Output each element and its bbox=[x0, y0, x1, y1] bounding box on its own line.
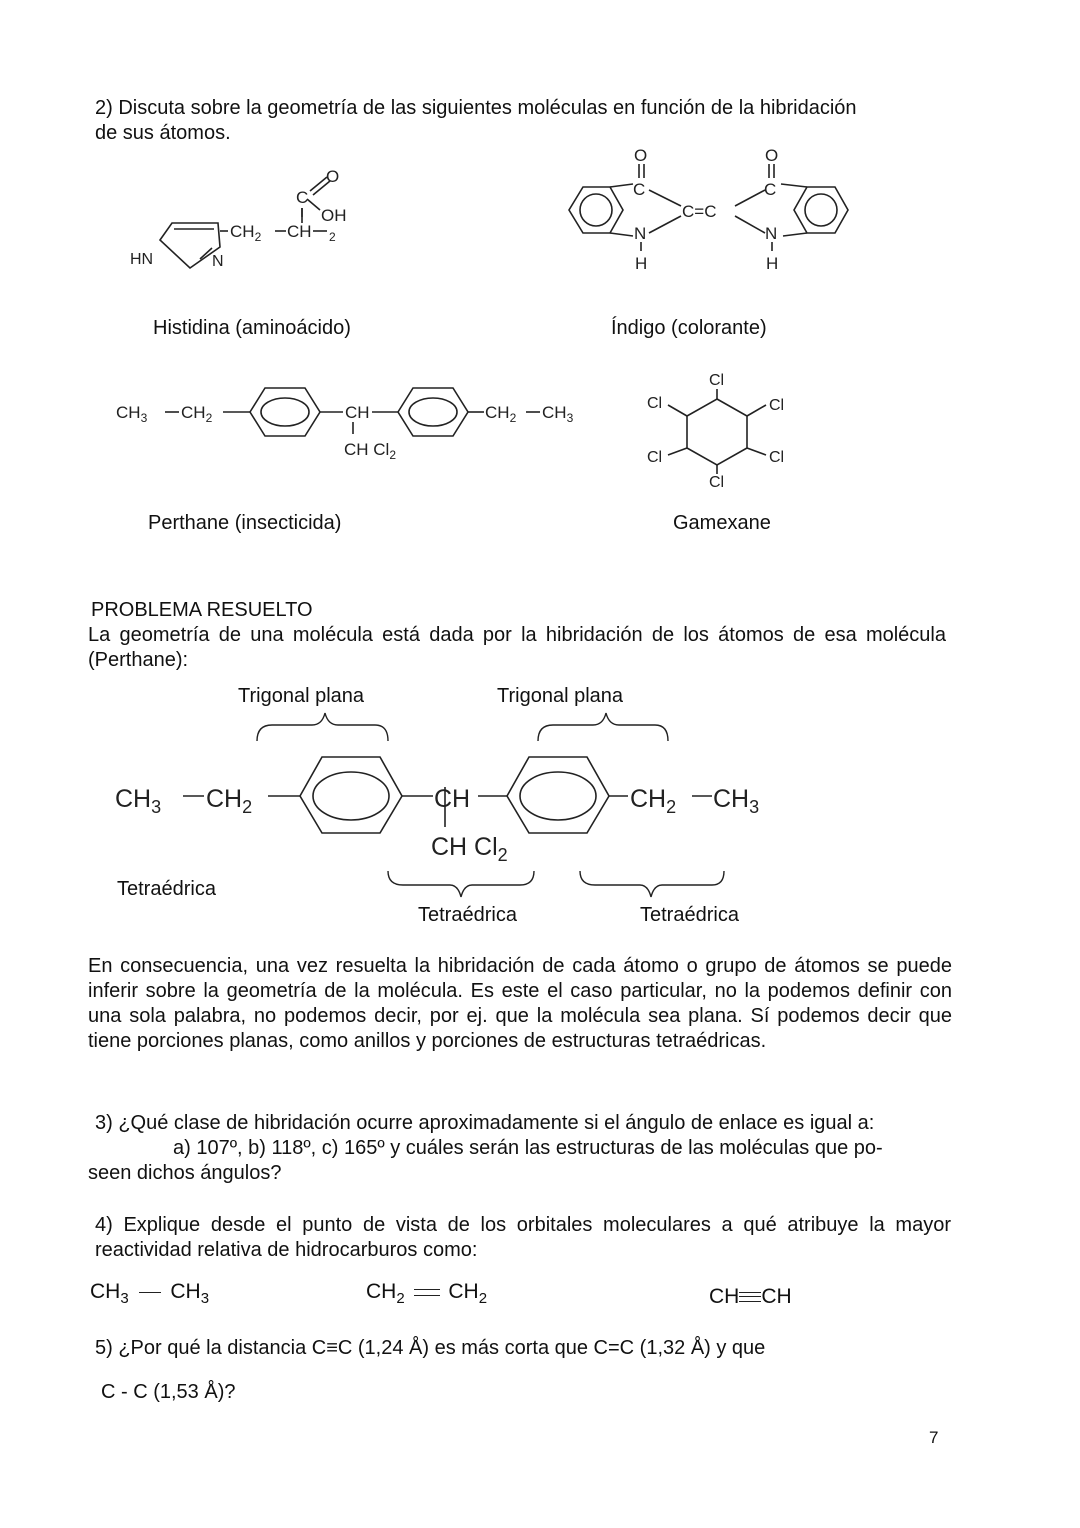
brace-top-right bbox=[538, 713, 668, 741]
histidine-c: C bbox=[296, 188, 309, 207]
histidine-ch: CH bbox=[287, 222, 312, 241]
histidine-ch2: $CH_2$ bbox=[230, 222, 262, 244]
histidine-structure bbox=[120, 155, 420, 280]
indigo-n-left: N bbox=[634, 224, 647, 243]
perthane-small-ch3-right: $CH_3$ bbox=[542, 403, 574, 425]
histidine-o: O bbox=[326, 167, 340, 186]
question-3-line-3: seen dichos ángulos? bbox=[88, 1162, 282, 1184]
gamexane-cl-upper-left: Cl bbox=[647, 395, 663, 412]
perthane-large-ch2-left: $CH_2$ bbox=[206, 785, 253, 817]
indigo-o-right: O bbox=[765, 146, 779, 165]
perthane-large-chcl2: CH $Cl_2$ bbox=[431, 833, 508, 865]
indigo-h-left: H bbox=[635, 254, 648, 273]
question-3-line-2: a) 107º, b) 118º, c) 165º y cuáles serán las estructuras de las moléculas que po- bbox=[173, 1137, 883, 1159]
label-trigonal-right: Trigonal plana bbox=[497, 685, 624, 707]
question-2 bbox=[95, 96, 857, 146]
perthane-large-structure bbox=[100, 705, 800, 905]
gamexane-cl-upper-right: Cl bbox=[769, 397, 785, 414]
brace-bottom-right bbox=[580, 871, 724, 897]
page-number: 7 bbox=[929, 1428, 939, 1447]
question-5-line-1: 5) ¿Por qué la distancia C≡C (1,24 Å) es más corta que C=C (1,32 Å) y que bbox=[95, 1337, 766, 1359]
indigo-o-left: O bbox=[634, 146, 648, 165]
perthane-large-ch3-right: $CH_3$ bbox=[713, 785, 760, 817]
gamexane-cl-lower-right: Cl bbox=[769, 449, 785, 466]
gamexane-cl-bottom: Cl bbox=[709, 474, 725, 491]
label-trigonal-left: Trigonal plana bbox=[238, 685, 365, 707]
cyclohexane-ring bbox=[687, 399, 747, 465]
perthane-small-ch3: $CH_3$ bbox=[116, 403, 148, 425]
histidine-oh: OH bbox=[321, 206, 347, 225]
gamexane-cl-lower-left: Cl bbox=[647, 449, 663, 466]
indigo-n-right: N bbox=[765, 224, 778, 243]
solved-heading: PROBLEMA RESUELTO bbox=[91, 599, 313, 621]
perthane-large-ch: CH bbox=[434, 785, 471, 813]
ethyne-formula: CH CH bbox=[709, 1285, 792, 1308]
indigo-caption: Índigo (colorante) bbox=[611, 317, 767, 339]
histidine-hn: HN bbox=[130, 251, 154, 268]
perthane-large-ch2-right: $CH_2$ bbox=[630, 785, 677, 817]
perthane-small-structure bbox=[110, 378, 600, 468]
perthane-large-ch3-left: $CH_3$ bbox=[115, 785, 162, 817]
perthane-small-ch2-left: $CH_2$ bbox=[181, 403, 213, 425]
ethene-formula: $CH_2$ $CH_2$ bbox=[366, 1280, 488, 1308]
gamexane-structure bbox=[640, 365, 800, 495]
indigo-cc: C=C bbox=[682, 202, 717, 221]
solved-conclusion: En consecuencia, una vez resuelta la hibridación de cada átomo o grupo de átomos se puede inferir sobre la geometría de la molécula. Es este el caso particular, no la podemos definir con una sola palabra, no podemos decir, por ej. que la molécula sea plana. Sí podemos decir que tiene porciones planas, como anillos y porciones de estructuras tetraédricas. bbox=[88, 955, 952, 1052]
gamexane-cl-top: Cl bbox=[709, 372, 725, 389]
histidine-n: N bbox=[212, 253, 224, 270]
question-2-line-2: de sus átomos. bbox=[95, 122, 231, 144]
histidine-nh2: 2 bbox=[329, 230, 336, 244]
gamexane-caption: Gamexane bbox=[673, 512, 771, 534]
question-4: 4) Explique desde el punto de vista de los orbitales moleculares a qué atribuye la mayor reactividad relativa de hidrocarburos como: bbox=[95, 1214, 951, 1261]
label-tetra-right: Tetraédrica bbox=[640, 904, 739, 926]
perthane-caption: Perthane (insecticida) bbox=[148, 512, 342, 534]
perthane-small-chcl2: CH $Cl_2$ bbox=[344, 440, 397, 462]
perthane-small-ch: CH bbox=[345, 403, 370, 422]
indigo-h-right: H bbox=[766, 254, 779, 273]
indigo-structure bbox=[545, 140, 875, 280]
indigo-c-right: C bbox=[764, 180, 777, 199]
brace-top-left bbox=[257, 713, 388, 741]
histidine-caption: Histidina (aminoácido) bbox=[153, 317, 351, 339]
solved-intro: La geometría de una molécula está dada por la hibridación de los átomos de esa molécula (Perthane): bbox=[88, 624, 946, 671]
ethane-formula: $CH_3$ $CH_3$ bbox=[90, 1280, 210, 1308]
label-tetra-left: Tetraédrica bbox=[117, 878, 216, 900]
label-tetra-mid: Tetraédrica bbox=[418, 904, 517, 926]
question-5-line-2: C - C (1,53 Å)? bbox=[101, 1381, 236, 1403]
brace-bottom-mid bbox=[388, 871, 534, 897]
question-2-line-1: 2) Discuta sobre la geometría de las siguientes moléculas en función de la hibridación bbox=[95, 97, 857, 119]
indigo-c-left: C bbox=[633, 180, 646, 199]
question-3-line-1: 3) ¿Qué clase de hibridación ocurre aproximadamente si el ángulo de enlace es igual a: bbox=[95, 1112, 875, 1134]
perthane-small-ch2-right: $CH_2$ bbox=[485, 403, 517, 425]
